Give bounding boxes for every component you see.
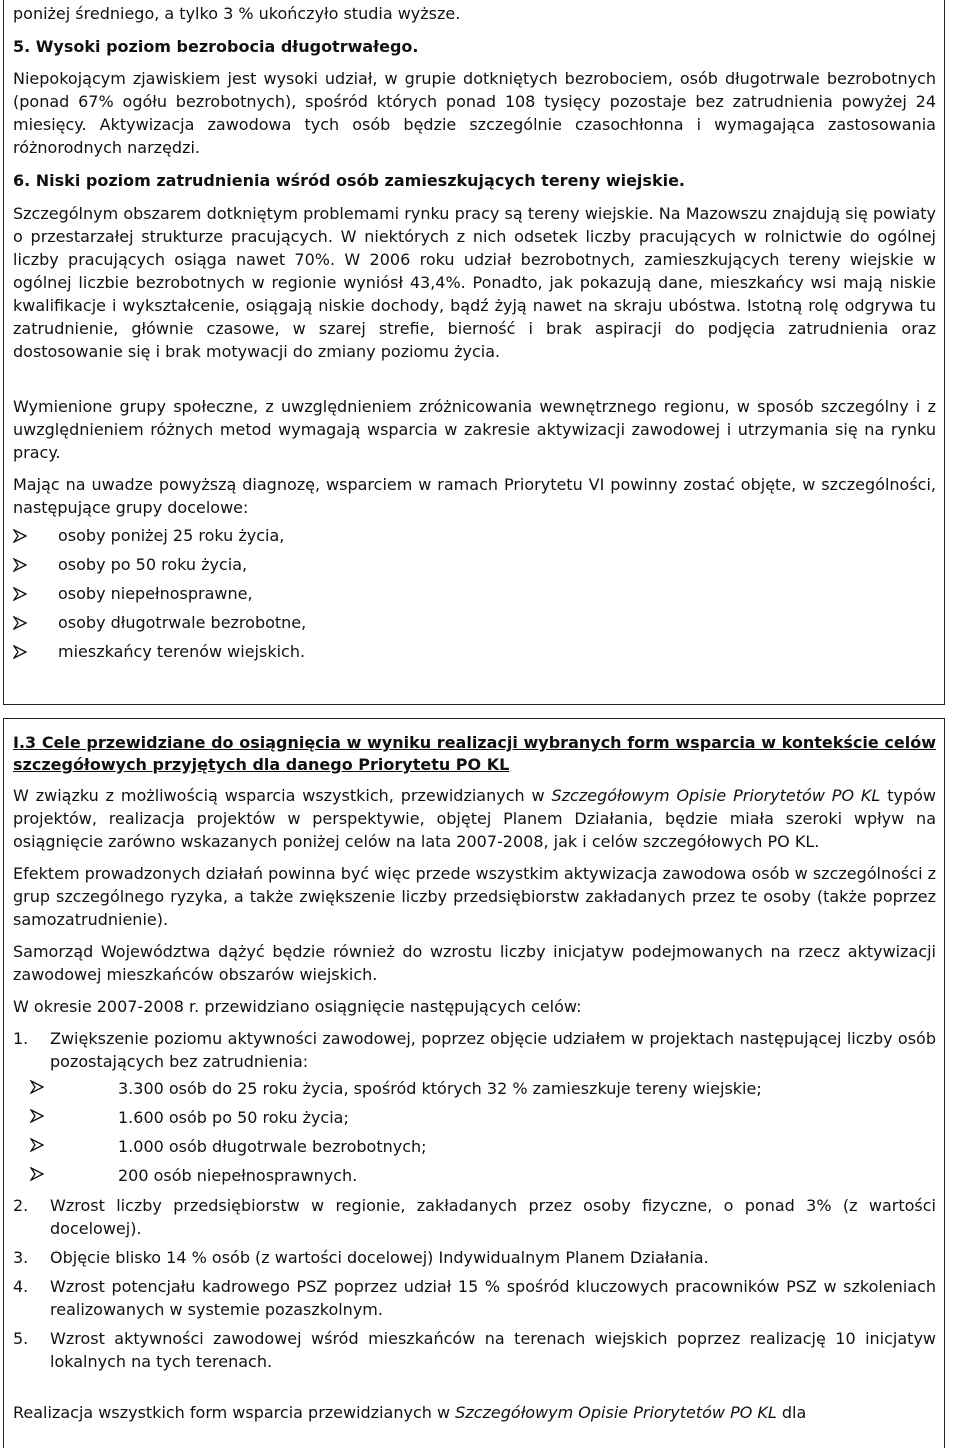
- arrow-bullet-icon: [13, 587, 27, 601]
- list-item-text: 1.600 osób po 50 roku życia;: [118, 1108, 349, 1127]
- goal-item: [13, 1194, 936, 1240]
- section-heading-I3: I.3 Cele przewidziane do osiągnięcia w wyniku realizacji wybranych form wsparcia w kontekście celów szczegółowych przyjętych dla danego Priorytetu PO KL: [13, 733, 936, 774]
- arrow-bullet-icon: [13, 616, 27, 630]
- text-span: typów projektów, realizacja projektów w perspektywie, objętej Planem Działania, będzie miała szeroki wpływ na osiągnięcie zarówno wskazanych poniżej celów na lata 2007-2008, jak i celów szczegółowych PO KL.: [13, 786, 937, 851]
- list-item-text: osoby po 50 roku życia,: [58, 555, 248, 574]
- arrow-bullet-icon: [13, 529, 27, 543]
- paragraph-local-government: Samorząd Województwa dążyć będzie również do wzrostu liczby inicjatyw podejmowanych na rzecz aktywizacji zawodowej mieszkańców obszarów wiejskich.: [13, 942, 936, 984]
- heading-point-5: 5. Wysoki poziom bezrobocia długotrwałego.: [13, 37, 419, 56]
- list-item: [13, 579, 936, 608]
- list-item: [13, 1161, 936, 1190]
- list-item: [13, 1074, 936, 1103]
- goal-item: [13, 1027, 936, 1190]
- arrow-bullet-icon: [30, 1080, 44, 1094]
- arrow-bullet-icon: [13, 645, 27, 659]
- text-span: Realizacja wszystkich form wsparcia przewidzianych w: [13, 1403, 456, 1422]
- goal-item: [13, 1275, 936, 1321]
- list-item: [13, 521, 936, 550]
- document-title-italic: Szczegółowym Opisie Priorytetów PO KL: [551, 786, 881, 805]
- arrow-bullet-icon: [13, 558, 27, 572]
- paragraph-social-groups: Wymienione grupy społeczne, z uwzględnieniem zróżnicowania wewnętrznego regionu, w sposób szczególny i z uwzględnieniem różnych metod wymagają wsparcia w zakresie aktywizacji zawodowej i utrzymania się na rynku pracy.: [13, 397, 936, 462]
- diagnosis-section: [3, 0, 945, 705]
- goal-number: 2.: [13, 1196, 29, 1215]
- goal-text: Objęcie blisko 14 % osób (z wartości docelowej) Indywidualnym Planem Działania.: [50, 1248, 709, 1267]
- paragraph-long-term-unemployment: [13, 67, 936, 159]
- paragraph-goals-intro: W okresie 2007-2008 r. przewidziano osiągnięcie następujących celów:: [13, 997, 582, 1016]
- goal-item: [13, 1327, 936, 1373]
- goal-text: Zwiększenie poziomu aktywności zawodowej, poprzez objęcie udziałem w projektach następującej liczby osób pozostających bez zatrudnienia:: [50, 1029, 936, 1071]
- arrow-bullet-icon: [30, 1109, 44, 1123]
- goals-list: [13, 1027, 936, 1373]
- list-item: [13, 1132, 936, 1161]
- goal-number: 1.: [13, 1029, 29, 1048]
- list-item-text: 1.000 osób długotrwale bezrobotnych;: [118, 1137, 427, 1156]
- list-item-text: mieszkańcy terenów wiejskich.: [58, 642, 306, 661]
- goal-text: Wzrost aktywności zawodowej wśród mieszkańców na terenach wiejskich poprzez realizację 10 inicjatyw lokalnych na tych terenach.: [50, 1329, 936, 1371]
- text-span: W związku z możliwością wsparcia wszystkich, przewidzianych w: [13, 786, 552, 805]
- list-item: [13, 550, 936, 579]
- arrow-bullet-icon: [30, 1138, 44, 1152]
- arrow-bullet-icon: [30, 1167, 44, 1181]
- list-item: [13, 637, 936, 666]
- paragraph-closing: [13, 1401, 936, 1424]
- goal-text: Wzrost liczby przedsiębiorstw w regionie, zakładanych przez osoby fizyczne, o ponad 3% (z wartości docelowej).: [50, 1196, 936, 1238]
- text-span: Niepokojącym zjawiskiem jest wysoki udział, w grupie dotkniętych bezrobociem, osób długotrwale bezrobotnych (ponad 67% ogółu bezrobotnych), spośród których ponad 108 tysięcy pozostaje bez zatrudnienia powyżej 24 miesięcy.: [13, 69, 936, 134]
- list-item-text: osoby poniżej 25 roku życia,: [58, 526, 285, 545]
- list-item-text: osoby niepełnosprawne,: [58, 584, 253, 603]
- goal-item: [13, 1246, 936, 1269]
- heading-point-6: 6. Niski poziom zatrudnienia wśród osób zamieszkujących tereny wiejskie.: [13, 171, 685, 190]
- paragraph-fragment: poniżej średniego, a tylko 3 % ukończyło studia wyższe.: [13, 4, 461, 23]
- goal-number: 4.: [13, 1277, 29, 1296]
- list-item-text: osoby długotrwale bezrobotne,: [58, 613, 307, 632]
- paragraph-rural-employment: Szczególnym obszarem dotkniętym problemami rynku pracy są tereny wiejskie. Na Mazowszu znajdują się powiaty o przestarzałej strukturze pracujących. W niektórych z nich odsetek liczby pracujących w rolnictwie do ogólnej liczby pracujących osiąga nawet 70%. W 2006 roku udział bezrobotnych, zamieszkujących tereny wiejskie w ogólnej liczbie bezrobotnych w regionie wyniósł 43,4%. Ponadto, jak pokazują dane, mieszkańcy wsi mają niskie kwalifikacje i wykształcenie, osiągają niskie dochody, bądź żyją nawet na skraju ubóstwa. Istotną rolę odgrywa tu zatrudnienie, głównie czasowe, w szarej strefie, bierność i brak aspiracji do podjęcia zatrudnienia oraz dostosowanie się i brak motywacji do zmiany poziomu życia.: [13, 204, 936, 361]
- text-span: dla: [776, 1403, 807, 1422]
- text-span: Aktywizacja zawodowa tych osób będzie szczególnie czasochłonna i wymagająca zastosowania różnorodnych narzędzi.: [13, 115, 936, 157]
- goal-number: 3.: [13, 1248, 29, 1267]
- paragraph-support-types: [13, 784, 936, 853]
- document-title-italic: Szczegółowym Opisie Priorytetów PO KL: [455, 1403, 777, 1422]
- paragraph-target-groups-intro: Mając na uwadze powyższą diagnozę, wsparciem w ramach Priorytetu VI powinny zostać objęte, w szczególności, następujące grupy docelowe:: [13, 475, 936, 517]
- list-item: [13, 1103, 936, 1132]
- list-item: [13, 608, 936, 637]
- target-groups-list: [13, 521, 936, 666]
- goal-number: 5.: [13, 1329, 29, 1348]
- list-item-text: 3.300 osób do 25 roku życia, spośród których 32 % zamieszkuje tereny wiejskie;: [118, 1079, 762, 1098]
- goal-text: Wzrost potencjału kadrowego PSZ poprzez udział 15 % spośród kluczowych pracowników PSZ w szkoleniach realizowanych w systemie pozaszkolnym.: [50, 1277, 936, 1319]
- paragraph-effects: Efektem prowadzonych działań powinna być więc przede wszystkim aktywizacja zawodowa osób w szczególności z grup szczególnego ryzyka, a także zwiększenie liczby przedsiębiorstw zakładanych przez te osoby (także poprzez samozatrudnienie).: [13, 864, 936, 929]
- list-item-text: 200 osób niepełnosprawnych.: [118, 1166, 358, 1185]
- goals-section: [3, 718, 945, 1448]
- goal1-sublist: [13, 1074, 936, 1190]
